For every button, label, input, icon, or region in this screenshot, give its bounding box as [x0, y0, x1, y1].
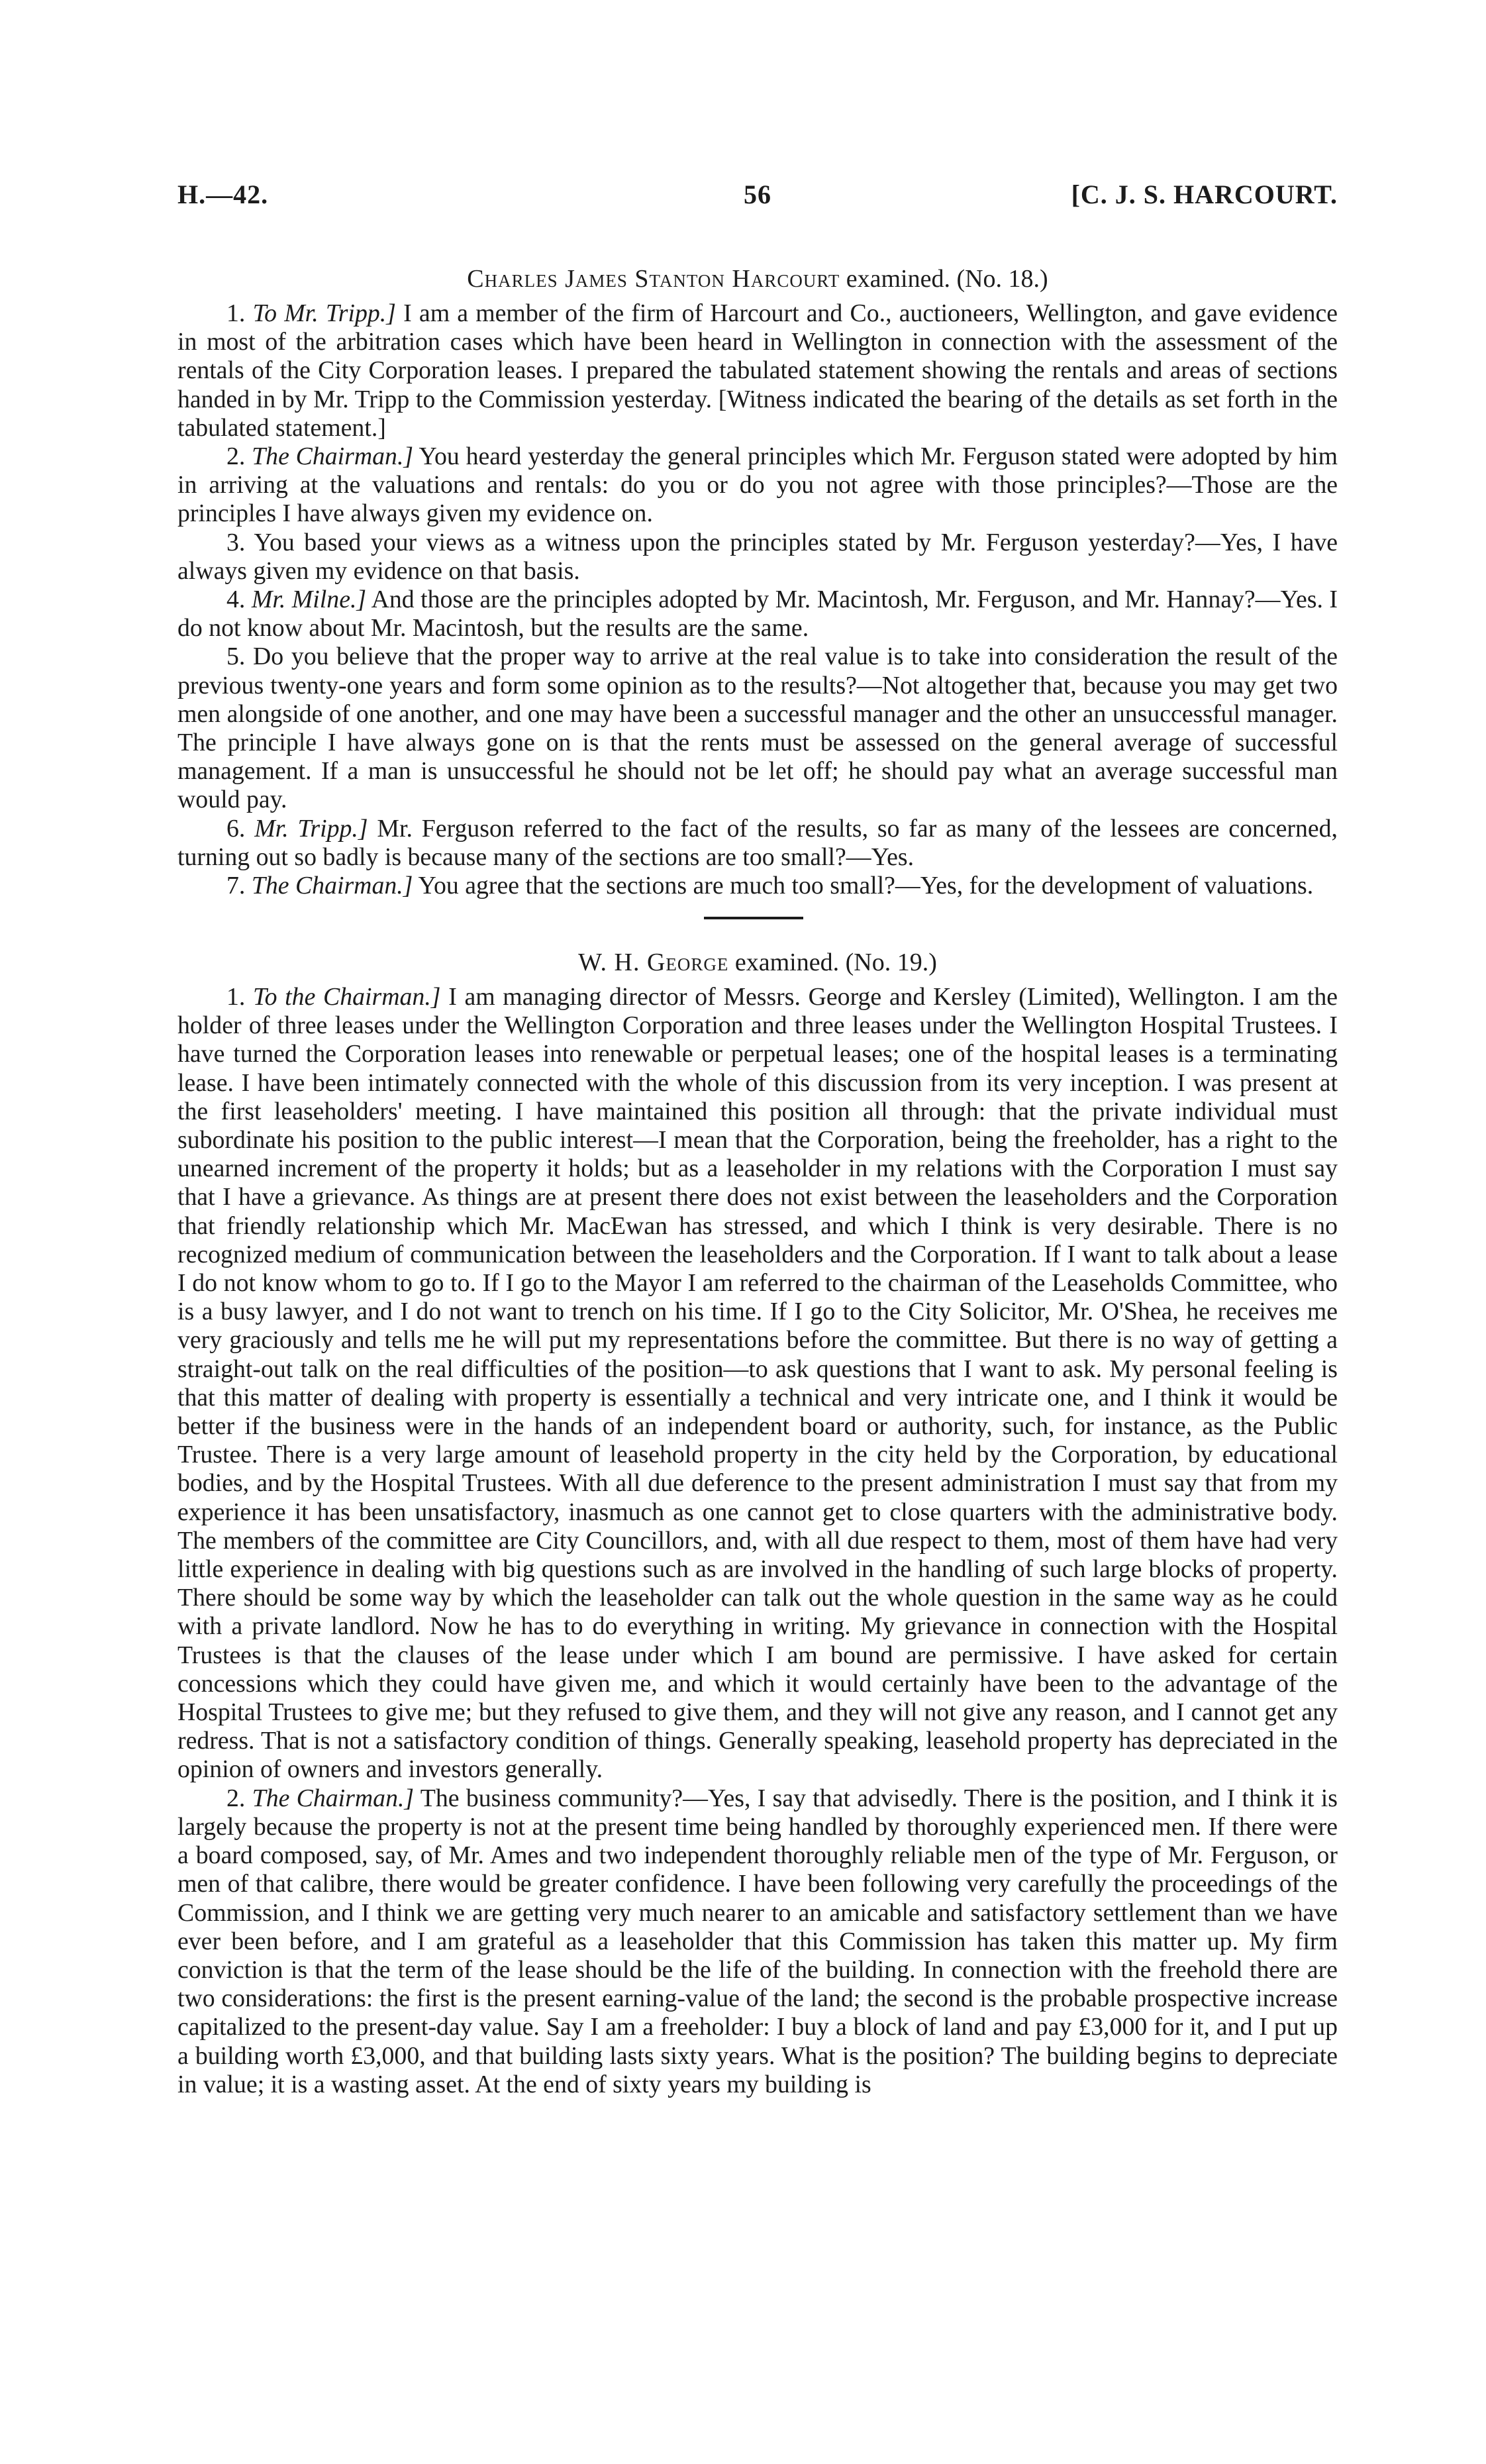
section-harcourt: [177, 264, 1338, 900]
answer-text: You based your views as a witness upon the principles stated by Mr. Ferguson yesterday?—Yes, I have always given my evidence on that basis.: [177, 528, 1338, 585]
evidence-body: [177, 983, 1338, 2099]
answer-text: Mr. Ferguson referred to the fact of the results, so far as many of the lessees are concerned, turning out so badly is because many of the sections are too small?—Yes.: [177, 814, 1338, 871]
witness-name: W. H. George: [578, 949, 729, 976]
question-number: 5.: [226, 642, 246, 671]
question-number: 2.: [226, 1784, 246, 1812]
answer-text: Do you believe that the proper way to arrive at the real value is to take into consideration the result of the previous twenty-one years and form some opinion as to the results?—Not altogether that, because you may get two men alongside of one another, and one may have been a successful manager and the other an unsuccessful manager. The principle I have always gone on is that the rents must be assessed on the general average of successful management. If a man is unsuccessful he should not be let off; he should pay what an average successful man would pay.: [177, 642, 1338, 814]
evidence-body: [177, 299, 1338, 900]
question-paragraph: [177, 815, 1338, 872]
question-number: 3.: [226, 528, 246, 556]
question-number: 4.: [226, 586, 246, 614]
question-number: 7.: [226, 872, 246, 900]
examiner-name: The Chairman.]: [251, 872, 413, 900]
section-heading: [177, 947, 1338, 978]
question-number: 6.: [226, 814, 246, 843]
answer-text: I am managing director of Messrs. George and Kersley (Limited), Wellington. I am the holder of three leases under the Wellington Corporation and three leases under the Wellington Hospital Trustees. I have turned the Corporation leases into renewable or perpetual leases; one of the hospital leases is a terminating lease. I have been intimately connected with the whole of this discussion from its very inception. I was present at the first leaseholders' meeting. I have maintained this position all through: that the private individual must subordinate his position to the public interest—I mean that the Corporation, being the freeholder, has a right to the unearned increment of the property it holds; but as a leaseholder in my relations with the Corporation I must say that I have a grievance. As things are at present there does not exist between the leaseholders and the Corporation that friendly relationship which Mr. MacEwan has stressed, and which I think is very desirable. There is no recognized medium of communication between the leaseholders and the Corporation. If I want to talk about a lease I do not know whom to go to. If I go to the Mayor I am referred to the chairman of the Leaseholds Committee, who is a busy lawyer, and I do not want to trench on his time. If I go to the City Solicitor, Mr. O'Shea, he receives me very graciously and tells me he will put my representations before the committee. But there is no way of getting a straight-out talk on the real difficulties of the position—to ask questions that I want to ask. My personal feeling is that this matter of dealing with property is essentially a technical and very intricate one, and I think it would be better if the business were in the hands of an independent board or authority, such, for instance, as the Public Trustee. There is a very large amount of leasehold property in the city held by the Corporation, by educational bodies, and by the Hospital Trustees. With all due deference to the present administration I must say that from my experience it has been unsatisfactory, inasmuch as one cannot get to close quarters with the administrative body. The members of the committee are City Councillors, and, with all due respect to them, most of them have had very little experience in dealing with big questions such as are involved in the handling of such large blocks of property. There should be some way by which the leaseholder can talk out the whole question in the same way as he could with a private landlord. Now he has to do everything in writing. My grievance in connection with the Hospital Trustees is that the clauses of the lease under which I am bound are permissive. I have asked for certain concessions which they could have given me, and which it would certainly have been to the advantage of the Hospital Trustees to give me; but they refused to give them, and they will not give any reason, and I cannot get any redress. That is not a satisfactory condition of things. Generally speaking, leasehold property has depreciated in the opinion of owners and investors generally.: [177, 983, 1338, 1784]
question-number: 1.: [226, 983, 246, 1011]
examiner-name: To Mr. Tripp.]: [252, 299, 396, 327]
section-george: [177, 947, 1338, 2099]
running-head: [177, 179, 1338, 219]
examiner-name: The Chairman.]: [252, 1784, 415, 1812]
answer-text: The business community?—Yes, I say that advisedly. There is the position, and I think it is largely because the property is not at the present time being handled by thoroughly experienced men. If there were a board composed, say, of Mr. Ames and two independent thoroughly reliable men of the type of Mr. Ferguson, or men of that calibre, there would be greater confidence. I have been following very carefully the proceedings of the Commission, and I think we are getting very much nearer to an amicable and satisfactory settlement than we have ever been before, and I am grateful as a leaseholder that this Commission has taken this matter up. My firm conviction is that the term of the lease should be the life of the building. In connection with the freehold there are two considerations: the first is the present earning-value of the land; the second is the probable prospective increase capitalized to the present-day value. Say I am a freeholder: I buy a block of land and pay £3,000 for it, and I put up a building worth £3,000, and that building lasts sixty years. What is the position? The building begins to depreciate in value; it is a wasting asset. At the end of sixty years my building is: [177, 1784, 1338, 2098]
witness-number: (No. 19.): [845, 949, 937, 976]
question-paragraph: [177, 442, 1338, 529]
answer-text: I am a member of the firm of Harcourt and Co., auctioneers, Wellington, and gave evidence in most of the arbitration cases which have been heard in Wellington in connection with the assessment of the rentals of the City Corporation leases. I prepared the tabulated statement showing the rentals and areas of sections handed in by Mr. Tripp to the Commission yesterday. [Witness indicated the bearing of the details as set forth in the tabulated statement.]: [177, 299, 1338, 442]
answer-text: You heard yesterday the general principles which Mr. Ferguson stated were adopted by him in arriving at the valuations and rentals: do you or do you not agree with those principles?—Those are the principles I have always given my evidence on.: [177, 442, 1338, 528]
examiner-name: Mr. Milne.]: [251, 586, 367, 614]
section-heading: [177, 264, 1338, 294]
heading-examined: examined.: [734, 949, 840, 976]
examiner-name: Mr. Tripp.]: [254, 814, 368, 843]
question-paragraph: [177, 1784, 1338, 2099]
heading-examined: examined.: [846, 265, 950, 293]
question-paragraph: [177, 299, 1338, 442]
examiner-name: To the Chairman.]: [253, 983, 441, 1011]
page-number: 56: [744, 180, 771, 209]
witness-number: (No. 18.): [956, 265, 1048, 293]
question-paragraph: [177, 983, 1338, 1784]
question-paragraph: [177, 529, 1338, 586]
section-divider: [704, 917, 803, 919]
witness-name: Charles James Stanton Harcourt: [467, 265, 840, 293]
question-number: 1.: [226, 299, 246, 327]
answer-text: And those are the principles adopted by Mr. Macintosh, Mr. Ferguson, and Mr. Hannay?—Yes. I do not know about Mr. Macintosh, but the results are the same.: [177, 586, 1338, 642]
question-paragraph: [177, 642, 1338, 814]
question-paragraph: [177, 872, 1338, 900]
report-code: H.—42.: [177, 180, 269, 209]
answer-text: You agree that the sections are much too small?—Yes, for the development of valuations.: [418, 872, 1314, 900]
question-number: 2.: [226, 442, 246, 471]
question-paragraph: [177, 586, 1338, 642]
witness-running-title: [C. J. S. HARCOURT.: [1071, 180, 1338, 209]
examiner-name: The Chairman.]: [252, 442, 414, 471]
